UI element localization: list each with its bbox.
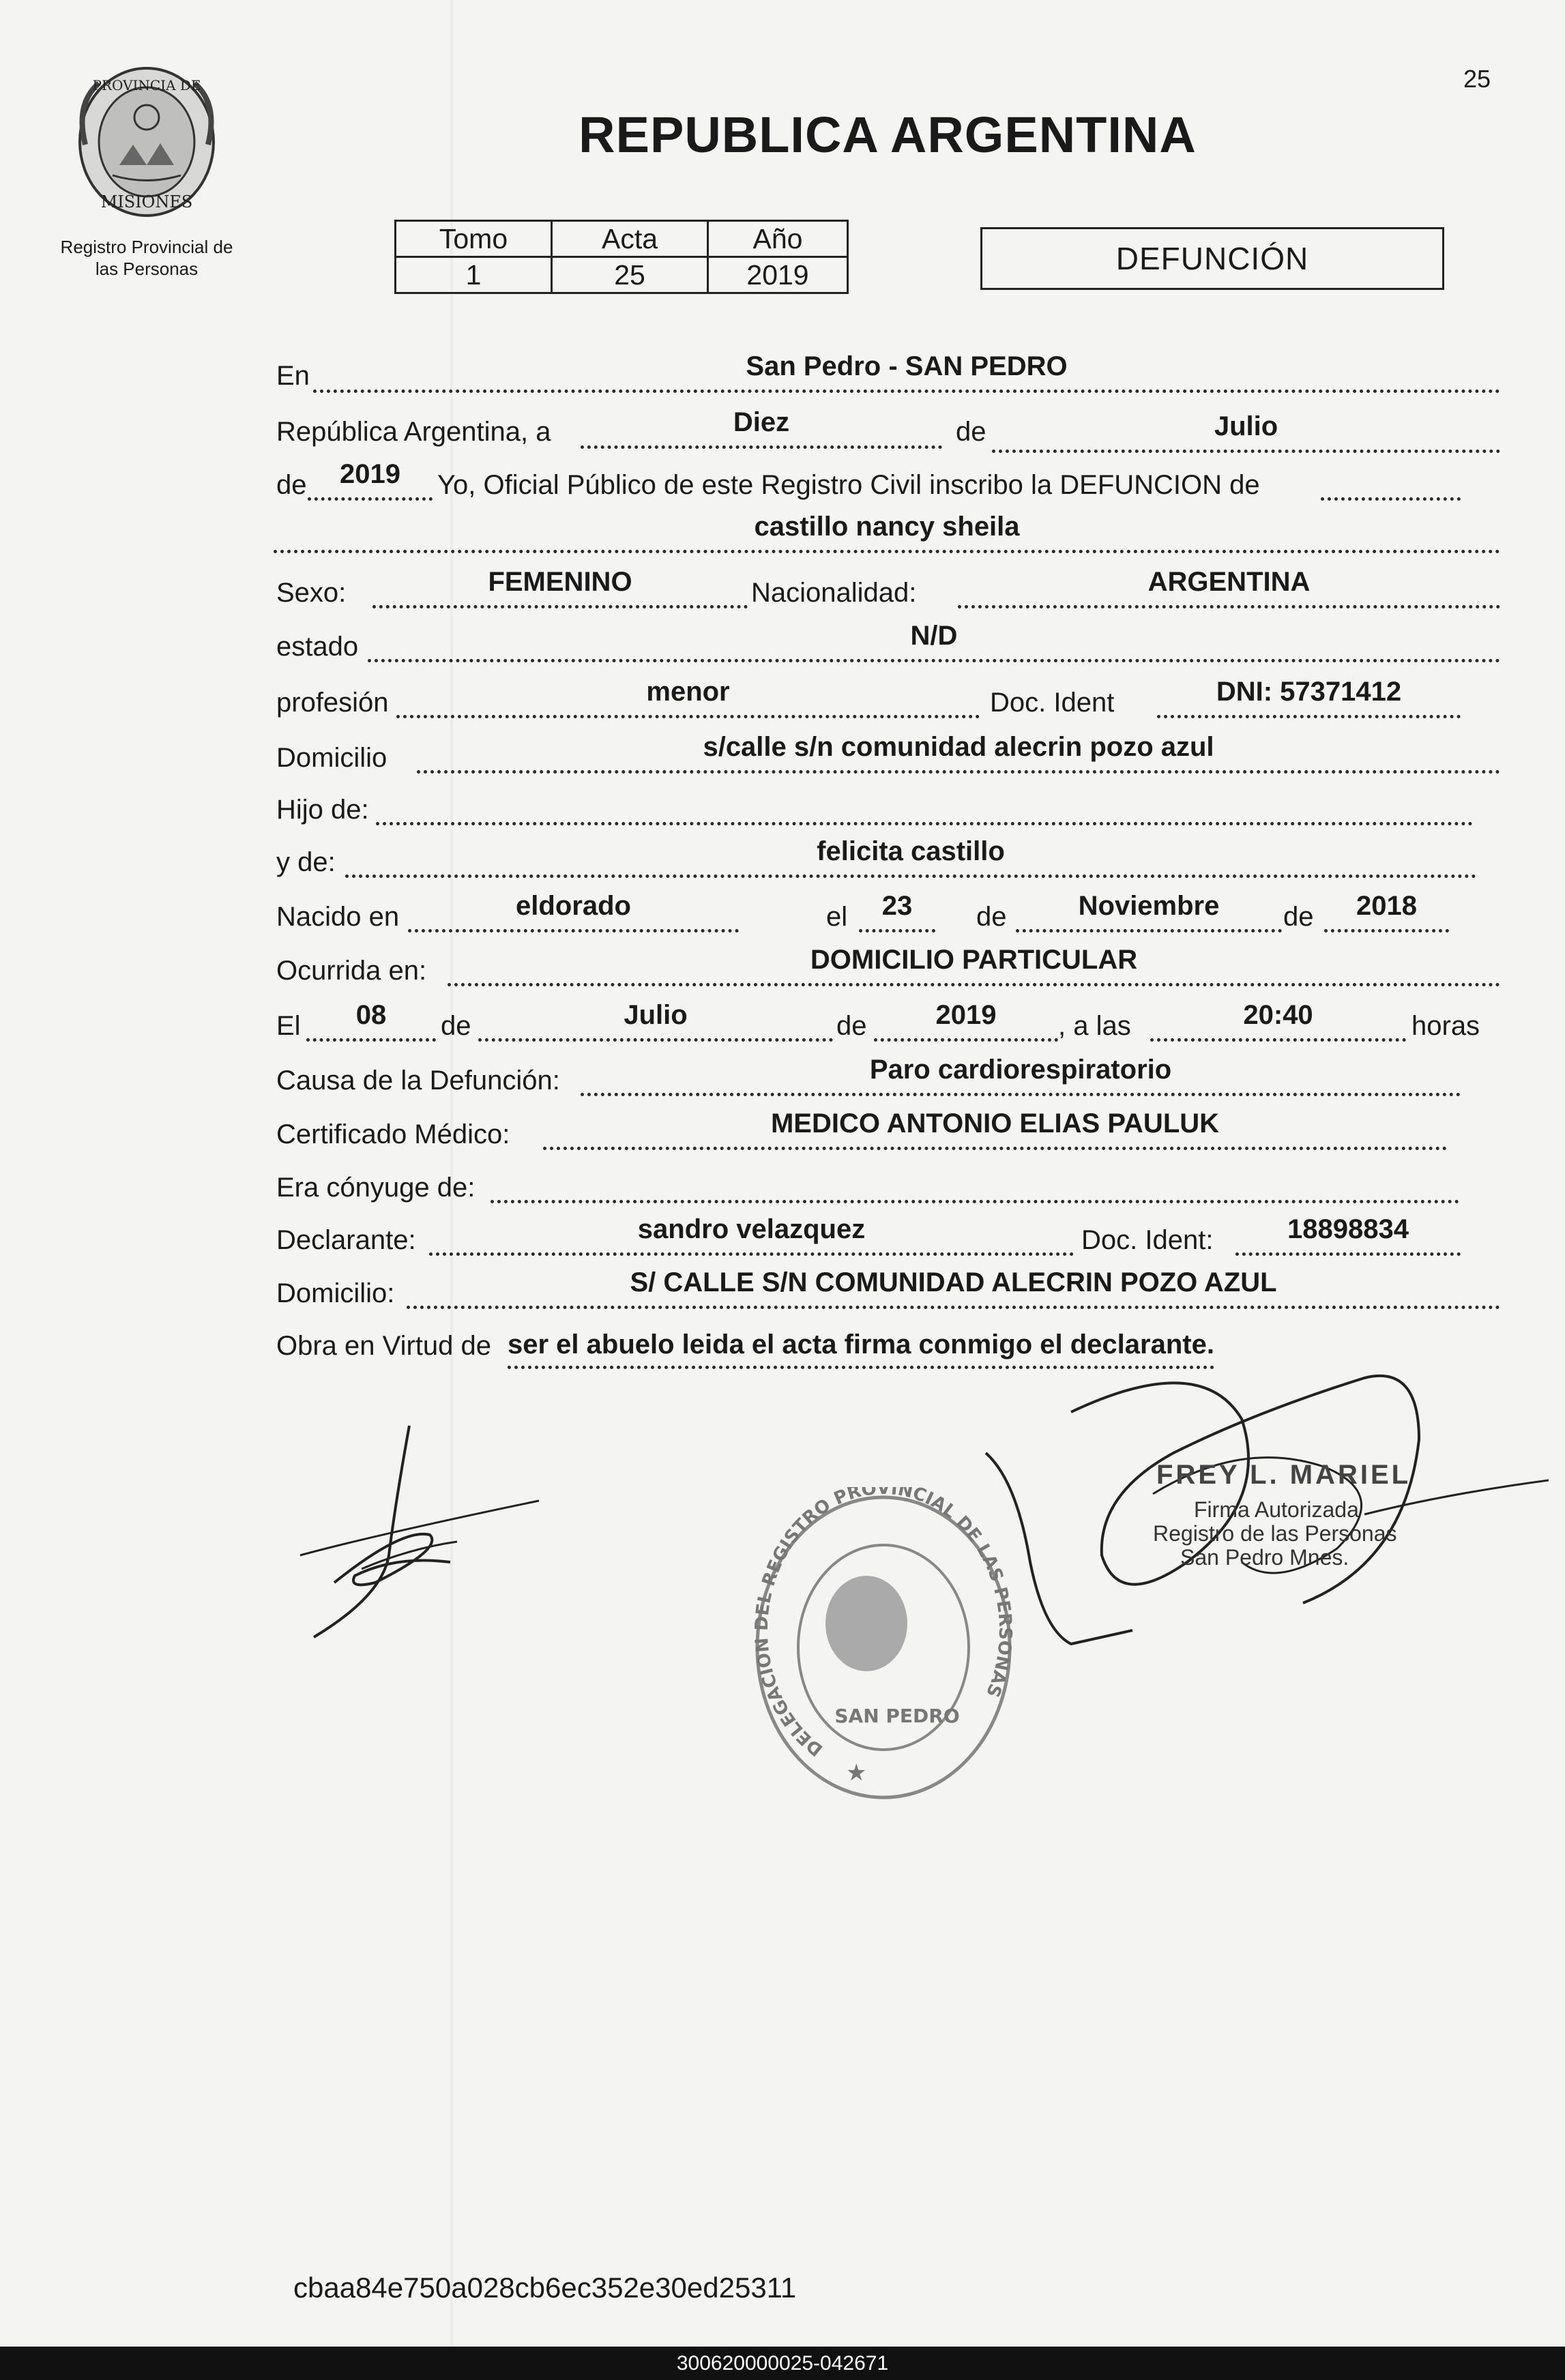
dia-field [581, 409, 942, 449]
doc2-field [1235, 1216, 1461, 1256]
row-nacido [274, 892, 1500, 940]
anio-field [308, 460, 433, 501]
yde-value: felicita castillo [817, 836, 1005, 866]
svg-text:DELEGACION DEL REGISTRO PROVIN: DELEGACION DEL REGISTRO PROVINCIAL DE LAS PERSONAS [751, 1487, 1016, 1760]
domicilio-value: s/calle s/n comunidad alecrin pozo azul [703, 732, 1214, 762]
acta-value: 25 [552, 257, 708, 293]
official-line3: San Pedro Mnes. [1180, 1545, 1349, 1570]
row-conyuge [274, 1163, 1500, 1211]
de-label-5: de [441, 1011, 471, 1041]
svg-text:MISIONES: MISIONES [100, 192, 193, 211]
domicilio-field [417, 733, 1500, 774]
hora-value: 20:40 [1243, 1000, 1313, 1030]
en-value: San Pedro - SAN PEDRO [746, 351, 1068, 381]
def-anio-value: 2019 [935, 1000, 997, 1030]
ocurrida-label: Ocurrida en: [276, 956, 427, 986]
official-name: FREY L. MARIEL [1156, 1460, 1412, 1490]
row-republica [274, 407, 1500, 455]
official-stamp-image [747, 1487, 1020, 1808]
certificado-label: Certificado Médico: [276, 1119, 510, 1149]
mes-value: Julio [1214, 411, 1278, 441]
de-label-3: de [976, 902, 1007, 932]
doc-value: DNI: 57371412 [1216, 677, 1402, 707]
doc-field [1157, 678, 1461, 718]
de-label-6: de [836, 1011, 867, 1041]
estado-label: estado [276, 632, 359, 662]
official-stamp [747, 1487, 1020, 1808]
nombre-value: castillo nancy sheila [754, 512, 1020, 542]
acta-header: Acta [552, 221, 708, 257]
estado-value: N/D [910, 621, 958, 651]
row-sexo [274, 568, 1500, 616]
row-ocurrida [274, 946, 1500, 994]
declarant-signature [293, 1419, 546, 1644]
nacionalidad-label: Nacionalidad: [751, 578, 917, 608]
mes-field [992, 413, 1500, 453]
nacido-field [408, 892, 739, 932]
nac-anio-field [1324, 892, 1449, 932]
domicilio2-label: Domicilio: [276, 1278, 395, 1308]
profesion-label: profesión [276, 688, 389, 718]
official-signature-block [982, 1357, 1555, 1678]
def-dia-value: 08 [355, 1000, 387, 1030]
ocurrida-field [448, 946, 1500, 986]
row-domicilio2 [274, 1269, 1500, 1317]
causa-label: Causa de la Defunción: [276, 1066, 560, 1096]
horas-label: horas [1412, 1011, 1480, 1041]
registry-label-line2: las Personas [95, 259, 199, 279]
en-field [313, 353, 1500, 393]
dia-value: Diez [733, 407, 790, 437]
el-label-2: El [276, 1011, 301, 1041]
nac-dia-value: 23 [881, 891, 913, 921]
declarante-label: Declarante: [276, 1225, 416, 1255]
yo-label: Yo, Oficial Público de este Registro Civil inscribo la DEFUNCION de [437, 470, 1260, 500]
doc2-label: Doc. Ident: [1081, 1225, 1214, 1255]
sexo-label: Sexo: [276, 578, 347, 608]
domicilio-label: Domicilio [276, 743, 387, 773]
anio-value: 2019 [708, 257, 848, 293]
row-profesion [274, 678, 1500, 726]
hijo-field [376, 785, 1473, 825]
domicilio2-value: S/ CALLE S/N COMUNIDAD ALECRIN POZO AZUL [630, 1267, 1277, 1297]
en-label: En [276, 361, 310, 391]
causa-field [581, 1056, 1461, 1096]
footer-code: 300620000025-042671 [676, 2351, 889, 2375]
row-yo [274, 460, 1500, 508]
hora-field [1150, 1001, 1406, 1042]
nacionalidad-field [958, 568, 1500, 608]
certificado-field [543, 1110, 1447, 1150]
yo-blank-field [1321, 460, 1461, 501]
row-nombre [274, 513, 1500, 561]
sexo-value: FEMENINO [488, 567, 632, 597]
nac-mes-value: Noviembre [1078, 891, 1220, 921]
row-causa [274, 1056, 1500, 1104]
nombre-field [274, 513, 1500, 553]
tomo-value: 1 [396, 257, 552, 293]
def-mes-value: Julio [624, 1000, 688, 1030]
hijo-label: Hijo de: [276, 795, 369, 825]
estado-field [368, 622, 1500, 662]
causa-value: Paro cardiorespiratorio [869, 1055, 1172, 1085]
obra-value: ser el abuelo leida el acta firma conmigo el declarante. [508, 1329, 1214, 1369]
doc-label: Doc. Ident [990, 688, 1115, 718]
alas-label: , a las [1058, 1011, 1131, 1041]
official-line2: Registro de las Personas [1153, 1521, 1397, 1546]
row-hijo [274, 785, 1500, 833]
row-declarante [274, 1216, 1500, 1263]
tomo-acta-anio-table [394, 220, 849, 294]
nac-anio-value: 2018 [1356, 891, 1417, 921]
registry-label [27, 236, 266, 280]
conyuge-label: Era cónyuge de: [276, 1173, 476, 1203]
certificado-value: MEDICO ANTONIO ELIAS PAULUK [770, 1108, 1220, 1138]
conyuge-field [491, 1163, 1459, 1203]
nacido-value: eldorado [516, 891, 631, 921]
doc2-value: 18898834 [1287, 1214, 1409, 1244]
row-domicilio [274, 733, 1500, 781]
svg-text:SAN PEDRO: SAN PEDRO [834, 1705, 960, 1727]
nac-dia-field [859, 892, 935, 932]
def-mes-field [478, 1001, 833, 1042]
row-estado [274, 622, 1500, 670]
row-en [274, 351, 1500, 399]
row-yde [274, 838, 1500, 885]
registry-label-line1: Registro Provincial de [60, 237, 233, 257]
document-type-box: DEFUNCIÓN [980, 227, 1444, 290]
svg-text:★: ★ [846, 1760, 867, 1786]
profesion-value: menor [646, 677, 730, 707]
ocurrida-value: DOMICILIO PARTICULAR [810, 945, 1138, 975]
profesion-field [396, 678, 980, 718]
svg-text:PROVINCIA DE: PROVINCIA DE [92, 77, 201, 93]
de-label-4: de [1283, 902, 1314, 932]
anio-acta-value: 2019 [340, 459, 400, 489]
document-title: REPUBLICA ARGENTINA [579, 106, 1197, 163]
def-anio-field [874, 1001, 1058, 1042]
anio-header: Año [708, 221, 848, 257]
declarante-field [429, 1216, 1074, 1256]
nac-mes-field [1016, 892, 1282, 932]
row-certificado [274, 1110, 1500, 1158]
republica-label: República Argentina, a [276, 417, 551, 447]
de-label: de [956, 417, 986, 447]
footer-code-bar [0, 2347, 1565, 2380]
def-dia-field [306, 1001, 436, 1042]
tomo-header: Tomo [396, 221, 552, 257]
document-hash: cbaa84e750a028cb6ec352e30ed25311 [293, 2272, 797, 2304]
declarante-value: sandro velazquez [637, 1214, 866, 1244]
yde-label: y de: [276, 847, 336, 877]
row-fecha-defuncion [274, 1001, 1500, 1049]
nacido-label: Nacido en [276, 902, 400, 932]
official-line1: Firma Autorizada [1194, 1497, 1359, 1522]
sexo-field [372, 568, 748, 608]
yde-field [345, 838, 1476, 878]
nacionalidad-value: ARGENTINA [1147, 567, 1311, 597]
obra-label: Obra en Virtud de [276, 1331, 492, 1361]
de-label-2: de [276, 470, 307, 500]
domicilio2-field [407, 1269, 1500, 1309]
page-number: 25 [1463, 65, 1491, 93]
el-label: el [826, 902, 848, 932]
